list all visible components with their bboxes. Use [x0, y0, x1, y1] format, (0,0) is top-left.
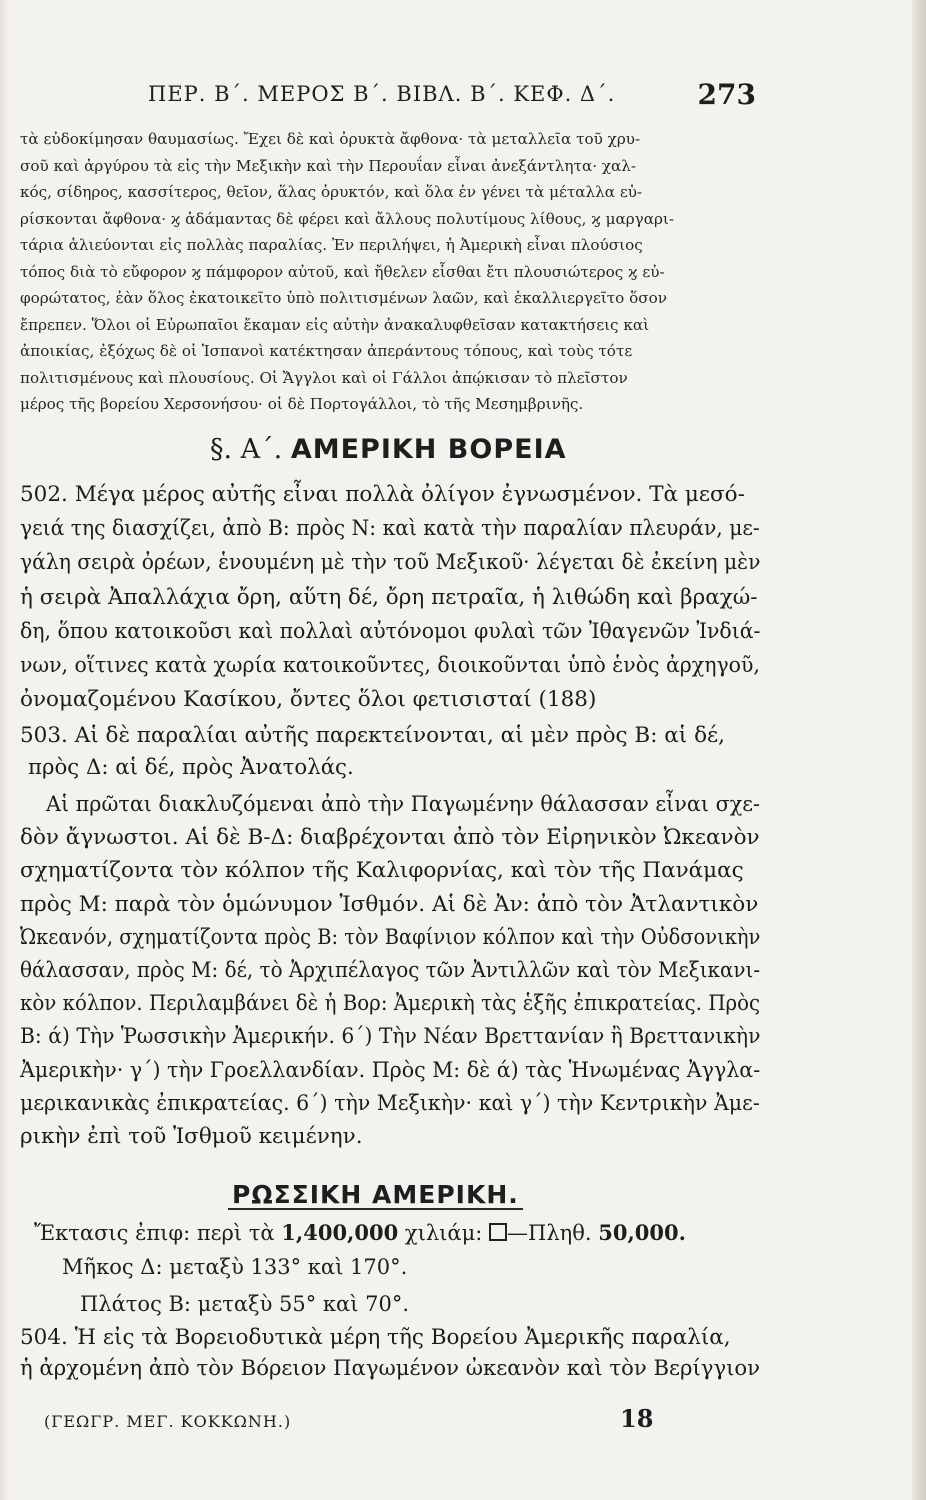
square-icon — [489, 1223, 507, 1241]
main-text-line: δη, ὅπου κατοικοῦσι καὶ πολλαὶ αὐτόνομοι φυλαὶ τῶν Ἰθαγενῶν Ἰνδιά- — [20, 618, 761, 644]
stat-pop-value: 50,000. — [598, 1220, 686, 1245]
subheading-rule — [228, 1208, 523, 1210]
intro-line: ἀποικίας, ἐξόχως δὲ οἱ Ἱσπανοὶ κατέκτησαν ἀπεράντους τόπους, καὶ τοὺς τότε — [20, 342, 633, 360]
main-text-line: σχηματίζοντα τὸν κόλπον τῆς Καλιφορνίας, καὶ τὸν τῆς Πανάμας — [20, 858, 744, 884]
page-number: 273 — [697, 78, 756, 111]
intro-line: ἔπρεπεν. Ὅλοι οἱ Εὐρωπαῖοι ἔκαμαν εἰς αὐτὴν ἀνακαλυφθεῖσαν κατακτήσεις καὶ — [20, 315, 650, 334]
main-text-line: πρὸς Δ: αἱ δέ, πρὸς Ἀνατολάς. — [28, 755, 354, 780]
running-head: ΠΕΡ. Β΄. ΜΕΡΟΣ Β΄. ΒΙΒΛ. Β΄. ΚΕΦ. Δ΄. — [148, 82, 616, 106]
main-text-line: Ἀμερικὴν· γ΄) τὴν Γροελλανδίαν. Πρὸς Μ: δὲ ά) τὰς Ἡνωμένας Ἀγγλα- — [20, 1057, 761, 1083]
intro-line: ρίσκονται ἄφθονα· ϗ ἀδάμαντας δὲ φέρει καὶ ἄλλους πολυτίμους λίθους, ϗ μαργαρι- — [20, 209, 675, 228]
intro-line: κός, σίδηρος, κασσίτερος, θεῖον, ἅλας ὀρυκτόν, καὶ ὅλα ἐν γένει τὰ μέταλλα εὑ- — [20, 183, 643, 201]
main-text-line: ὀνομαζομένου Κασίκου, ὄντες ὅλοι φετισισταί (188) — [20, 687, 597, 713]
main-text-line: 503. Αἱ δὲ παραλίαι αὐτῆς παρεκτείνονται, αἱ μὲν πρὸς Β: αἱ δέ, — [20, 723, 725, 748]
main-text-line: μερικανικὰς ἐπικρατείας. 6΄) τὴν Μεξικὴν· καὶ γ΄) τὴν Κεντρικὴν Ἀμε- — [20, 1090, 760, 1116]
intro-line: φορώτατος, ἐὰν ὅλος ἐκατοικεῖτο ὑπὸ πολιτισμένων λαῶν, καὶ ἐκαλλιεργεῖτο ὅσον — [20, 289, 668, 307]
stat-area-line — [34, 1220, 686, 1245]
intro-line: πολιτισμένους καὶ πλουσίους. Οἱ Ἄγγλοι καὶ οἱ Γάλλοι ἀπῴκισαν τὸ πλεῖστον — [20, 368, 628, 387]
signature-mark: (ΓΕΩΓΡ. ΜΕΓ. ΚΟΚΚΩΝΗ.) — [44, 1412, 292, 1431]
intro-line: τὰ εὐδοκίμησαν θαυμασίως. Ἔχει δὲ καὶ ὀρυκτὰ ἄφθονα· τὰ μεταλλεῖα τοῦ χρυ- — [20, 130, 641, 148]
stat-pop-label: —Πληθ. — [507, 1221, 592, 1245]
section-title: ΑΜΕΡΙΚΗ ΒΟΡΕΙΑ — [290, 434, 567, 465]
main-text-line: κὸν κόλπον. Περιλαμβάνει δὲ ἡ Βορ: Ἀμερικὴ τὰς ἑξῆς ἐπικρατείας. Πρὸς — [20, 991, 761, 1017]
main-text-line: ἡ σειρὰ Ἀπαλλάχια ὄρη, αὕτη δέ, ὄρη πετραῖα, ἡ λιθώδη καὶ βραχώ- — [20, 584, 758, 610]
main-text-line: Ὠκεανόν, σχηματίζοντα πρὸς Β: τὸν Βαφίνιον κόλπον καὶ τὴν Οὐδσονικὴν — [20, 924, 761, 950]
stat-length: Μῆκος Δ: μεταξὺ 133° καὶ 170°. — [62, 1255, 408, 1279]
paragraph-504-line: 504. Ἡ εἰς τὰ Βορειοδυτικὰ μέρη τῆς Βορείου Ἀμερικῆς παραλία, — [20, 1325, 731, 1350]
section-number: §. Α΄. — [210, 434, 283, 465]
section-heading — [210, 434, 567, 465]
intro-line: μέρος τῆς βορείου Χερσονήσου· οἱ δὲ Πορτογάλλοι, τὸ τῆς Μεσημβρινῆς. — [20, 395, 584, 413]
main-text-line: Β: ά) Τὴν Ῥωσσικὴν Ἀμερικήν. 6΄) Τὴν Νέαν Βρεττανίαν ἢ Βρεττανικὴν — [20, 1024, 761, 1050]
intro-line: τάρια ἁλιεύονται εἰς πολλὰς παραλίας. Ἐν περιλήψει, ἡ Ἀμερικὴ εἶναι πλούσιος — [20, 236, 643, 254]
main-text-line: πρὸς Μ: παρὰ τὸν ὁμώνυμον Ἰσθμόν. Αἱ δὲ Ἀν: ἀπὸ τὸν Ἀτλαντικὸν — [20, 891, 759, 917]
intro-line: τόπος διὰ τὸ εὔφορον ϗ πάμφορον αὐτοῦ, καὶ ἤθελεν εἶσθαι ἔτι πλουσιώτερος ϗ εὐ- — [20, 262, 665, 281]
intro-line: σοῦ καὶ ἀργύρου τὰ εἰς τὴν Μεξικὴν καὶ τὴν Περουΐαν εἶναι ἀνεξάντλητα· χαλ- — [20, 156, 637, 175]
main-text-line: 502. Μέγα μέρος αὐτῆς εἶναι πολλὰ ὀλίγον ἐγνωσμένον. Τὰ μεσό- — [20, 482, 745, 507]
subheading: ΡΩΣΣΙΚΗ ΑΜΕΡΙΚΗ. — [232, 1180, 519, 1209]
page-left-edge — [0, 0, 8, 1500]
main-text-line: θάλασσαν, πρὸς Μ: δέ, τὸ Ἀρχιπέλαγος τῶν Ἀντιλλῶν καὶ τὸν Μεξικανι- — [20, 958, 761, 983]
stat-area-unit: χιλιάμ: — [404, 1221, 483, 1245]
main-text-line: νων, οἵτινες κατὰ χωρία κατοικοῦντες, διοικοῦνται ὑπὸ ἑνὸς ἀρχηγοῦ, — [20, 653, 760, 678]
main-text-line: δὸν ἄγνωστοι. Αἱ δὲ Β-Δ: διαβρέχονται ἀπὸ τὸν Εἰρηνικὸν Ὠκεανὸν — [20, 825, 760, 851]
page-header — [18, 78, 756, 116]
stat-area-value: 1,400,000 — [281, 1220, 399, 1245]
main-text-line: γειά της διασχίζει, ἀπὸ Β: πρὸς Ν: καὶ κατὰ τὴν παραλίαν πλευράν, με- — [20, 516, 760, 542]
main-text-line: γάλη σειρὰ ὀρέων, ἑνουμένη μὲ τὴν τοῦ Μεξικοῦ· λέγεται δὲ ἐκείνη μὲν — [20, 550, 761, 576]
page-right-edge — [912, 0, 926, 1500]
stat-area-label: Ἔκτασις ἐπιφ: περὶ τὰ — [34, 1221, 275, 1245]
stat-width: Πλάτος Β: μεταξὺ 55° καὶ 70°. — [80, 1292, 410, 1316]
main-text-line: Αἱ πρῶται διακλυζόμεναι ἀπὸ τὴν Παγωμένην θάλασσαν εἶναι σχε- — [46, 792, 760, 817]
paragraph-504-line: ἡ ἀρχομένη ἀπὸ τὸν Βόρειον Παγωμένον ὠκεανὸν καὶ τὸν Βερίγγιον — [20, 1356, 761, 1381]
sheet-number: 18 — [620, 1404, 654, 1433]
main-text-line: ρικὴν ἐπὶ τοῦ Ἰσθμοῦ κειμένην. — [20, 1124, 363, 1149]
